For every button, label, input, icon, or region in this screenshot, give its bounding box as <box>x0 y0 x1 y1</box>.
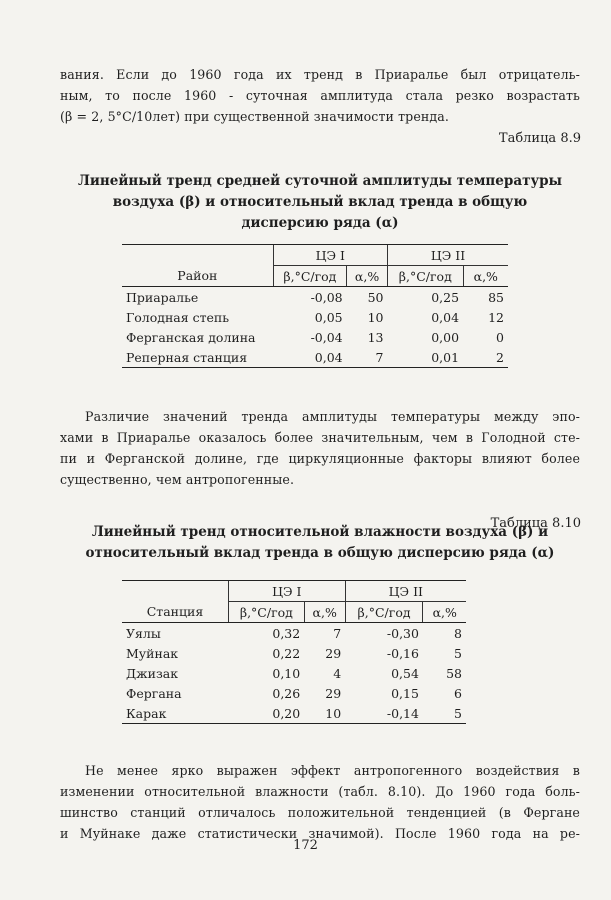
table-8-10 <box>122 580 466 724</box>
paragraph-3-cont <box>60 781 580 844</box>
cell-alpha1: 4 <box>333 665 342 681</box>
caption-line: Линейный тренд средней суточной амплитуды температуры <box>77 173 563 189</box>
row-name: Голодная степь <box>126 309 230 325</box>
table-row <box>122 307 508 327</box>
row-name: Приаралье <box>126 289 199 305</box>
paragraph-3 <box>85 760 580 781</box>
cell-alpha2: 8 <box>454 625 462 641</box>
column-header-beta: β,°С/год <box>345 602 423 623</box>
group-header-ce2: ЦЭ II <box>345 581 466 602</box>
paragraph-2 <box>85 406 580 427</box>
cell-alpha2: 2 <box>463 347 508 368</box>
cell-alpha2: 5 <box>423 703 466 724</box>
cell-alpha1: 29 <box>325 685 342 701</box>
column-header-station: Станция <box>122 602 228 623</box>
cell-beta1: 0,04 <box>273 347 347 368</box>
caption-line: воздуха (β) и относительный вклад тренда в общую <box>112 194 528 210</box>
row-name: Ферганская долина <box>126 329 256 345</box>
row-name: Джизак <box>126 665 179 681</box>
table-row <box>122 643 466 663</box>
table-row <box>122 703 466 724</box>
paragraph-line: вания. Если до 1960 года их тренд в Приаралье был отрицатель- <box>60 67 580 82</box>
paragraph-line: хами в Приаралье оказалось более значительным, чем в Голодной сте- <box>60 430 580 445</box>
cell-beta1: 0,26 <box>272 685 301 701</box>
paragraph-line: (β = 2, 5°C/10лет) при существенной значимости тренда. <box>60 109 449 124</box>
paragraph-line: изменении относительной влажности (табл. 8.10). До 1960 года боль- <box>60 784 580 799</box>
table-caption-8-9 <box>60 171 580 234</box>
cell-beta2: -0,14 <box>345 703 423 724</box>
paragraph-line: пи и Ферганской долине, где циркуляционные факторы влияют более <box>60 451 580 466</box>
cell-beta1: 0,20 <box>228 703 304 724</box>
cell-beta1: 0,10 <box>272 665 301 681</box>
row-name: Реперная станция <box>122 347 273 368</box>
caption-line: относительный вклад тренда в общую дисперсию ряда (α) <box>85 545 555 561</box>
table-row <box>122 623 466 644</box>
cell-beta1: -0,04 <box>310 329 343 345</box>
caption-line: дисперсию ряда (α) <box>241 215 399 231</box>
cell-alpha1: 7 <box>333 625 342 641</box>
column-header-alpha: α,% <box>463 266 508 287</box>
group-header-ce1: ЦЭ I <box>273 245 387 266</box>
paragraph-line: и Муйнаке даже статистически значимой). После 1960 года на ре- <box>60 826 580 841</box>
paragraph-1 <box>60 64 580 127</box>
table-row <box>122 287 508 308</box>
paragraph-line: существенно, чем антропогенные. <box>60 472 295 487</box>
table-label-8-9: Таблица 8.9 <box>498 131 581 146</box>
paragraph-line: Различие значений тренда амплитуды температуры между эпо- <box>85 409 580 424</box>
table-row <box>122 683 466 703</box>
cell-beta2: 0,01 <box>387 347 463 368</box>
group-header-ce1: ЦЭ I <box>228 581 345 602</box>
column-header-region: Район <box>122 266 273 287</box>
table-row <box>122 663 466 683</box>
cell-alpha1: 13 <box>367 329 384 345</box>
paragraph-line: Не менее ярко выражен эффект антропогенного воздействия в <box>85 763 580 778</box>
column-header-alpha: α,% <box>304 602 345 623</box>
cell-beta2: -0,30 <box>386 625 419 641</box>
cell-beta1: 0,05 <box>314 309 343 325</box>
row-name: Муйнак <box>126 645 179 661</box>
cell-beta2: 0,00 <box>431 329 460 345</box>
cell-beta1: -0,08 <box>310 289 343 305</box>
row-name: Карак <box>122 703 228 724</box>
paragraph-line: ным, то после 1960 - суточная амплитуда стала резко возрастать <box>60 88 580 103</box>
column-header-alpha: α,% <box>423 602 466 623</box>
cell-alpha1: 50 <box>367 289 384 305</box>
column-header-alpha: α,% <box>347 266 388 287</box>
row-name: Фергана <box>126 685 182 701</box>
cell-beta1: 0,22 <box>272 645 301 661</box>
group-header-ce2: ЦЭ II <box>387 245 508 266</box>
cell-alpha2: 12 <box>488 309 504 325</box>
paragraph-2-cont <box>60 427 580 490</box>
column-header-beta: β,°С/год <box>387 266 463 287</box>
cell-alpha1: 10 <box>304 703 345 724</box>
cell-alpha1: 29 <box>325 645 342 661</box>
cell-beta1: 0,32 <box>272 625 301 641</box>
cell-alpha2: 0 <box>496 329 504 345</box>
page-number: 172 <box>293 838 318 853</box>
paragraph-line: шинство станций отличалось положительной тенденцией (в Фергане <box>60 805 580 820</box>
cell-alpha2: 85 <box>488 289 504 305</box>
cell-beta2: 0,15 <box>391 685 419 701</box>
table-label-8-10: Таблица 8.10 <box>490 516 581 531</box>
cell-beta2: -0,16 <box>386 645 419 661</box>
cell-alpha1: 10 <box>367 309 384 325</box>
cell-alpha2: 6 <box>454 685 462 701</box>
caption-line: Линейный тренд относительной влажности воздуха (β) и <box>91 524 549 540</box>
cell-beta2: 0,25 <box>431 289 460 305</box>
table-8-9 <box>122 244 508 368</box>
column-header-beta: β,°С/год <box>228 602 304 623</box>
cell-alpha1: 7 <box>347 347 388 368</box>
cell-alpha2: 58 <box>446 665 462 681</box>
cell-beta2: 0,04 <box>431 309 460 325</box>
table-caption-8-10 <box>60 521 580 564</box>
cell-alpha2: 5 <box>454 645 462 661</box>
row-name: Уялы <box>126 625 161 641</box>
table-row <box>122 347 508 368</box>
cell-beta2: 0,54 <box>391 665 419 681</box>
table-row <box>122 327 508 347</box>
column-header-beta: β,°С/год <box>273 266 347 287</box>
